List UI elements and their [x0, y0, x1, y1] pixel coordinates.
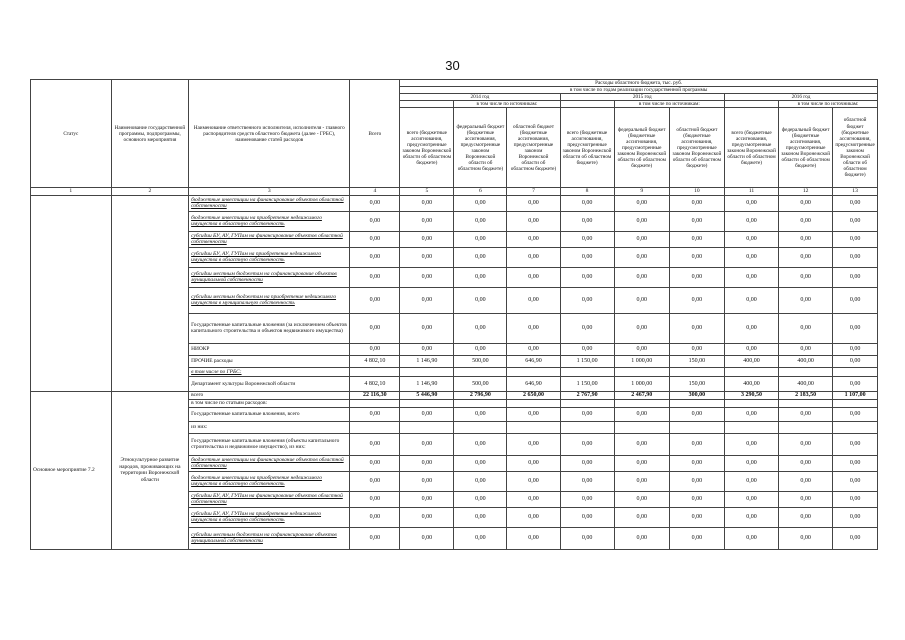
value-cell: 0,00	[833, 313, 878, 343]
header-source-1-2: федеральный бюджет (бюджетные ассигнования, предусмотренные законом Воронежской области об областном бюджете)	[454, 108, 507, 188]
header-by-sources-1: в том числе по источникам:	[454, 101, 560, 108]
value-cell: 0,00	[669, 247, 724, 267]
value-cell: 0,00	[507, 195, 560, 211]
value-cell: 0,00	[833, 287, 878, 313]
value-cell: 0,00	[350, 211, 400, 231]
value-cell: 0,00	[507, 407, 560, 421]
value-cell: 0,00	[560, 267, 614, 287]
value-cell: 0,00	[400, 407, 454, 421]
total-value: 3 290,50	[724, 391, 778, 399]
value-cell: 0,00	[833, 195, 878, 211]
value-cell: 400,00	[779, 376, 833, 391]
row-label: субсидии БУ, АУ, ГУПам на приобретение недвижимого имущества в областную собственность	[189, 247, 350, 267]
value-cell: 0,00	[507, 313, 560, 343]
column-number-1: 1	[31, 188, 112, 195]
value-cell: 0,00	[669, 507, 724, 527]
value-cell: 0,00	[350, 231, 400, 247]
header-total: Всего	[350, 80, 400, 188]
value-cell	[454, 399, 507, 407]
value-cell: 0,00	[507, 267, 560, 287]
value-cell: 0,00	[614, 527, 669, 549]
value-cell: 0,00	[724, 455, 778, 471]
main-event-status: Основное мероприятие 7.2	[31, 391, 112, 549]
value-cell	[669, 421, 724, 433]
value-cell: 0,00	[833, 455, 878, 471]
value-cell: 0,00	[507, 211, 560, 231]
value-cell: 400,00	[779, 355, 833, 367]
column-number-4: 4	[350, 188, 400, 195]
value-cell: 0,00	[350, 247, 400, 267]
value-cell: 0,00	[833, 343, 878, 355]
row-label: Государственные капитальные вложения (объекты капитального строительства и недвижимое имущество), из них:	[189, 433, 350, 455]
value-cell: 0,00	[669, 527, 724, 549]
value-cell: 0,00	[454, 491, 507, 507]
value-cell: 0,00	[779, 211, 833, 231]
value-cell: 0,00	[833, 471, 878, 491]
total-value: 2 467,90	[614, 391, 669, 399]
row-label: бюджетные инвестиции на приобретение недвижимого имущества в областную собственность	[189, 471, 350, 491]
value-cell: 0,00	[724, 313, 778, 343]
total-value: 2 796,90	[454, 391, 507, 399]
value-cell: 0,00	[833, 527, 878, 549]
row-label: в том числе по ГРБС:	[189, 367, 350, 376]
value-cell: 0,00	[507, 527, 560, 549]
value-cell: 1 146,90	[400, 355, 454, 367]
value-cell: 0,00	[454, 407, 507, 421]
value-cell: 1 150,00	[560, 355, 614, 367]
value-cell: 0,00	[614, 407, 669, 421]
value-cell: 0,00	[454, 195, 507, 211]
value-cell	[669, 367, 724, 376]
value-cell: 0,00	[779, 527, 833, 549]
row-label: бюджетные инвестиции на финансирование объектов областной собственности	[189, 195, 350, 211]
value-cell	[560, 421, 614, 433]
value-cell: 0,00	[724, 471, 778, 491]
value-cell: 0,00	[454, 287, 507, 313]
value-cell: 0,00	[724, 527, 778, 549]
column-number-13: 13	[833, 188, 878, 195]
value-cell: 0,00	[454, 433, 507, 455]
value-cell	[614, 421, 669, 433]
value-cell	[507, 399, 560, 407]
value-cell: 500,00	[454, 355, 507, 367]
value-cell: 0,00	[724, 433, 778, 455]
value-cell: 0,00	[724, 267, 778, 287]
value-cell: 0,00	[614, 211, 669, 231]
value-cell: 0,00	[560, 527, 614, 549]
value-cell: 1 000,00	[614, 355, 669, 367]
value-cell: 0,00	[400, 247, 454, 267]
value-cell: 0,00	[779, 195, 833, 211]
column-number-6: 6	[454, 188, 507, 195]
value-cell: 0,00	[454, 211, 507, 231]
value-cell: 0,00	[669, 407, 724, 421]
value-cell: 0,00	[350, 287, 400, 313]
value-cell: 0,00	[454, 231, 507, 247]
value-cell: 0,00	[400, 491, 454, 507]
row-label: из них:	[189, 421, 350, 433]
value-cell: 0,00	[507, 471, 560, 491]
value-cell	[350, 421, 400, 433]
value-cell	[560, 367, 614, 376]
header-source-3-2: федеральный бюджет (бюджетные ассигнования, предусмотренные законом Воронежской области об областном бюджете)	[779, 108, 833, 188]
value-cell: 0,00	[614, 195, 669, 211]
value-cell: 0,00	[400, 195, 454, 211]
column-number-8: 8	[560, 188, 614, 195]
value-cell: 0,00	[507, 247, 560, 267]
main-event-name: Этнокультурное развитие народов, проживающих на территории Воронежской области	[111, 391, 188, 549]
value-cell	[614, 367, 669, 376]
value-cell: 0,00	[454, 267, 507, 287]
value-cell: 1 150,00	[560, 376, 614, 391]
header-year-1: 2014 год	[400, 94, 560, 101]
value-cell	[779, 367, 833, 376]
header-by-sources-3: в том числе по источникам:	[779, 101, 878, 108]
header-source-3-1: всего (бюджетные ассигнования, предусмотренные законом Воронежской области об областном бюджете)	[724, 108, 778, 188]
value-cell: 150,00	[669, 355, 724, 367]
value-cell: 0,00	[779, 247, 833, 267]
value-cell	[507, 367, 560, 376]
value-cell: 0,00	[669, 287, 724, 313]
row-label: НИОКР	[189, 343, 350, 355]
total-value: 2 183,50	[779, 391, 833, 399]
value-cell: 0,00	[350, 471, 400, 491]
value-cell	[724, 399, 778, 407]
value-cell: 0,00	[669, 433, 724, 455]
page-number: 30	[445, 58, 460, 73]
table-row	[31, 391, 878, 399]
row-label: Департамент культуры Воронежской области	[189, 376, 350, 391]
row-label: ПРОЧИЕ расходы	[189, 355, 350, 367]
total-value: 300,00	[669, 391, 724, 399]
column-number-12: 12	[779, 188, 833, 195]
value-cell: 0,00	[614, 231, 669, 247]
table-row	[31, 195, 878, 211]
value-cell: 0,00	[614, 247, 669, 267]
header-program: Наименование государственной программы, подпрограммы, основного мероприятия	[111, 80, 188, 188]
value-cell: 0,00	[779, 491, 833, 507]
value-cell: 0,00	[454, 247, 507, 267]
value-cell: 0,00	[560, 433, 614, 455]
value-cell: 1 000,00	[614, 376, 669, 391]
value-cell: 0,00	[400, 455, 454, 471]
value-cell: 0,00	[400, 231, 454, 247]
value-cell: 0,00	[833, 355, 878, 367]
header-by-sources-2: в том числе по источникам:	[614, 101, 724, 108]
total-value: 2 767,90	[560, 391, 614, 399]
value-cell	[400, 399, 454, 407]
value-cell: 0,00	[614, 267, 669, 287]
header-year-2: 2015 год	[560, 94, 724, 101]
total-value: 5 446,90	[400, 391, 454, 399]
value-cell: 0,00	[669, 267, 724, 287]
value-cell: 0,00	[454, 343, 507, 355]
row-label: субсидии БУ, АУ, ГУПам на финансирование объектов областной собственности	[189, 231, 350, 247]
value-cell: 0,00	[560, 195, 614, 211]
value-cell: 0,00	[833, 376, 878, 391]
value-cell	[779, 399, 833, 407]
value-cell: 0,00	[560, 231, 614, 247]
value-cell: 0,00	[669, 211, 724, 231]
value-cell: 0,00	[669, 313, 724, 343]
value-cell: 0,00	[507, 507, 560, 527]
value-cell: 0,00	[400, 267, 454, 287]
header-expenses: Расходы областного бюджета, тыс. руб.	[400, 80, 878, 87]
value-cell: 0,00	[560, 455, 614, 471]
header-year-3: 2016 год	[724, 94, 877, 101]
header-source-3-3: областной бюджет (бюджетные ассигнования, предусмотренные законом Воронежской области об областном бюджете)	[833, 108, 878, 188]
value-cell: 0,00	[350, 313, 400, 343]
value-cell	[350, 399, 400, 407]
value-cell: 4 802,10	[350, 376, 400, 391]
value-cell: 0,00	[724, 195, 778, 211]
row-label: субсидии БУ, АУ, ГУПам на финансирование объектов областной собственности	[189, 491, 350, 507]
value-cell: 0,00	[560, 287, 614, 313]
value-cell: 0,00	[400, 313, 454, 343]
value-cell: 0,00	[507, 433, 560, 455]
value-cell: 0,00	[560, 343, 614, 355]
total-value: 1 107,00	[833, 391, 878, 399]
column-number-2: 2	[111, 188, 188, 195]
value-cell: 0,00	[779, 287, 833, 313]
value-cell: 0,00	[400, 507, 454, 527]
value-cell: 0,00	[724, 247, 778, 267]
value-cell: 0,00	[669, 491, 724, 507]
value-cell: 0,00	[507, 343, 560, 355]
value-cell: 0,00	[779, 433, 833, 455]
value-cell: 0,00	[507, 231, 560, 247]
value-cell: 0,00	[833, 267, 878, 287]
value-cell: 0,00	[833, 247, 878, 267]
value-cell: 0,00	[350, 527, 400, 549]
row-label: бюджетные инвестиции на приобретение недвижимого имущества в областную собственность	[189, 211, 350, 231]
value-cell	[779, 421, 833, 433]
table-row	[31, 188, 878, 195]
value-cell: 0,00	[400, 471, 454, 491]
header-year-empty-1	[400, 101, 454, 108]
value-cell: 0,00	[833, 407, 878, 421]
value-cell	[350, 367, 400, 376]
value-cell: 1 146,90	[400, 376, 454, 391]
value-cell: 0,00	[614, 491, 669, 507]
value-cell: 0,00	[779, 343, 833, 355]
value-cell: 0,00	[779, 507, 833, 527]
header-by-years: в том числе по годам реализации государственной программы	[400, 87, 878, 94]
value-cell: 0,00	[614, 471, 669, 491]
row-label: Государственные капитальные вложения, всего	[189, 407, 350, 421]
value-cell	[669, 399, 724, 407]
value-cell: 0,00	[560, 407, 614, 421]
value-cell: 0,00	[350, 343, 400, 355]
column-number-5: 5	[400, 188, 454, 195]
total-label: всего	[189, 391, 350, 399]
in-total-label: в том числе по статьям расходов:	[189, 399, 350, 407]
total-value: 2 650,00	[507, 391, 560, 399]
value-cell: 0,00	[724, 491, 778, 507]
value-cell	[724, 421, 778, 433]
value-cell	[833, 367, 878, 376]
value-cell	[833, 421, 878, 433]
value-cell: 0,00	[614, 287, 669, 313]
value-cell	[614, 399, 669, 407]
value-cell: 0,00	[350, 407, 400, 421]
value-cell: 0,00	[350, 507, 400, 527]
value-cell: 0,00	[614, 343, 669, 355]
value-cell: 0,00	[614, 313, 669, 343]
value-cell: 0,00	[560, 211, 614, 231]
program-cell-empty	[111, 195, 188, 391]
value-cell: 0,00	[614, 507, 669, 527]
value-cell: 0,00	[669, 231, 724, 247]
value-cell: 0,00	[560, 507, 614, 527]
value-cell: 0,00	[724, 231, 778, 247]
header-source-2-1: всего (бюджетные ассигнования, предусмотренные законом Воронежской области об областном бюджете)	[560, 108, 614, 188]
header-year-empty-3	[724, 101, 778, 108]
value-cell	[833, 399, 878, 407]
column-number-11: 11	[724, 188, 778, 195]
value-cell: 0,00	[669, 343, 724, 355]
value-cell	[400, 421, 454, 433]
column-number-3: 3	[189, 188, 350, 195]
value-cell: 0,00	[833, 491, 878, 507]
value-cell	[454, 421, 507, 433]
value-cell: 500,00	[454, 376, 507, 391]
value-cell: 0,00	[669, 471, 724, 491]
value-cell: 0,00	[350, 195, 400, 211]
value-cell	[724, 367, 778, 376]
value-cell: 0,00	[779, 231, 833, 247]
value-cell: 0,00	[350, 267, 400, 287]
value-cell: 0,00	[724, 343, 778, 355]
value-cell: 0,00	[454, 471, 507, 491]
value-cell: 0,00	[454, 507, 507, 527]
value-cell: 0,00	[400, 527, 454, 549]
table-row	[31, 80, 878, 87]
value-cell: 0,00	[779, 267, 833, 287]
value-cell: 0,00	[560, 313, 614, 343]
value-cell: 0,00	[350, 491, 400, 507]
value-cell: 400,00	[724, 355, 778, 367]
value-cell: 4 802,10	[350, 355, 400, 367]
row-label: субсидии БУ, АУ, ГУПам на приобретение недвижимого имущества в областную собственность	[189, 507, 350, 527]
value-cell: 0,00	[669, 195, 724, 211]
expenses-table	[30, 79, 878, 550]
value-cell: 0,00	[560, 471, 614, 491]
value-cell: 0,00	[400, 433, 454, 455]
header-executor: Наименование ответственного исполнителя, исполнителя - главного распорядителя средств областного бюджета (далее - ГРБС), наименование статей расходов	[189, 80, 350, 188]
value-cell: 0,00	[454, 455, 507, 471]
header-source-2-3: областной бюджет (бюджетные ассигнования, предусмотренные законом Воронежской области об областном бюджете)	[669, 108, 724, 188]
value-cell: 0,00	[779, 313, 833, 343]
value-cell: 0,00	[724, 507, 778, 527]
header-status: Статус	[31, 80, 112, 188]
value-cell: 0,00	[400, 343, 454, 355]
value-cell	[400, 367, 454, 376]
value-cell	[454, 367, 507, 376]
value-cell: 0,00	[454, 313, 507, 343]
value-cell: 0,00	[669, 455, 724, 471]
value-cell: 0,00	[833, 507, 878, 527]
column-number-9: 9	[614, 188, 669, 195]
value-cell: 0,00	[454, 527, 507, 549]
row-label: субсидии местным бюджетам на софинансирование объектов муниципальной собственности	[189, 267, 350, 287]
value-cell: 0,00	[779, 455, 833, 471]
value-cell: 0,00	[400, 287, 454, 313]
value-cell	[560, 399, 614, 407]
value-cell: 0,00	[833, 433, 878, 455]
header-source-1-3: областной бюджет (бюджетные ассигнования, предусмотренные законом Воронежской области об областном бюджете)	[507, 108, 560, 188]
value-cell: 0,00	[779, 471, 833, 491]
value-cell: 0,00	[614, 433, 669, 455]
header-year-empty-2	[560, 101, 614, 108]
value-cell: 0,00	[350, 433, 400, 455]
value-cell: 0,00	[507, 455, 560, 471]
header-source-2-2: федеральный бюджет (бюджетные ассигнования, предусмотренные законом Воронежской области об областном бюджете)	[614, 108, 669, 188]
value-cell: 0,00	[779, 407, 833, 421]
status-cell-empty	[31, 195, 112, 391]
value-cell: 0,00	[833, 231, 878, 247]
value-cell: 0,00	[614, 455, 669, 471]
value-cell: 646,90	[507, 355, 560, 367]
value-cell	[507, 421, 560, 433]
row-label: субсидии местным бюджетам на софинансирование объектов муниципальной собственности	[189, 527, 350, 549]
row-label: субсидии местным бюджетам на приобретение недвижимого имущества в муниципальную собственность	[189, 287, 350, 313]
value-cell: 0,00	[560, 491, 614, 507]
value-cell: 0,00	[400, 211, 454, 231]
value-cell: 646,90	[507, 376, 560, 391]
value-cell: 0,00	[833, 211, 878, 231]
row-label: бюджетные инвестиции на финансирование объектов областной собственности	[189, 455, 350, 471]
value-cell: 0,00	[507, 491, 560, 507]
value-cell: 0,00	[724, 407, 778, 421]
value-cell: 0,00	[724, 211, 778, 231]
value-cell: 0,00	[724, 287, 778, 313]
column-number-7: 7	[507, 188, 560, 195]
column-number-10: 10	[669, 188, 724, 195]
row-label: Государственные капитальные вложения (за исключением объектов капитального строительства и объектов недвижимого имущества)	[189, 313, 350, 343]
value-cell: 0,00	[350, 455, 400, 471]
header-source-1-1: всего (бюджетные ассигнования, предусмотренные законом Воронежской области об областном бюджете)	[400, 108, 454, 188]
value-cell: 150,00	[669, 376, 724, 391]
total-value: 22 116,30	[350, 391, 400, 399]
value-cell: 0,00	[507, 287, 560, 313]
value-cell: 0,00	[560, 247, 614, 267]
value-cell: 400,00	[724, 376, 778, 391]
